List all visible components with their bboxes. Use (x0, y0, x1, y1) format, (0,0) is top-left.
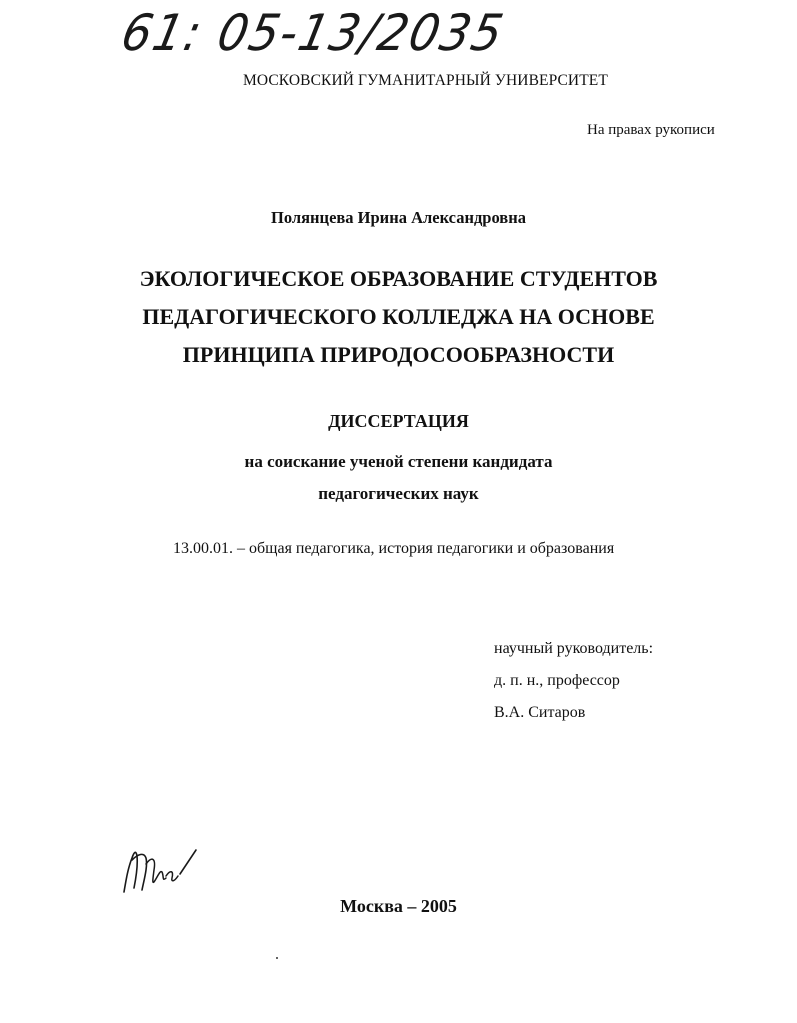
thesis-title-line: ПЕДАГОГИЧЕСКОГО КОЛЛЕДЖА НА ОСНОВЕ (142, 304, 655, 329)
supervisor-name: В.А. Ситаров (494, 704, 586, 721)
author-name: Полянцева Ирина Александровна (271, 208, 526, 227)
dissertation-label: ДИССЕРТАЦИЯ (328, 411, 469, 431)
thesis-title-line: ПРИНЦИПА ПРИРОДОСООБРАЗНОСТИ (182, 342, 615, 367)
handwritten-signature (118, 840, 200, 898)
supervisor-degree: д. п. н., профессор (494, 672, 620, 689)
thesis-title (0, 260, 797, 374)
scan-speck (276, 957, 278, 959)
university-name: МОСКОВСКИЙ ГУМАНИТАРНЫЙ УНИВЕРСИТЕТ (243, 72, 608, 89)
city-year: Москва – 2005 (340, 896, 457, 916)
degree-text (0, 446, 797, 510)
supervisor-block (494, 633, 653, 729)
thesis-title-line: ЭКОЛОГИЧЕСКОЕ ОБРАЗОВАНИЕ СТУДЕНТОВ (139, 266, 658, 291)
degree-line: на соискание ученой степени кандидата (244, 452, 553, 471)
degree-line: педагогических наук (318, 484, 479, 503)
supervisor-role: научный руководитель: (494, 640, 654, 657)
specialty-code: 13.00.01. – общая педагогика, история педагогики и образования (173, 540, 615, 557)
handwritten-archive-code: 61: 05-13/2035 (116, 4, 510, 62)
rights-note: На правах рукописи (587, 122, 715, 138)
